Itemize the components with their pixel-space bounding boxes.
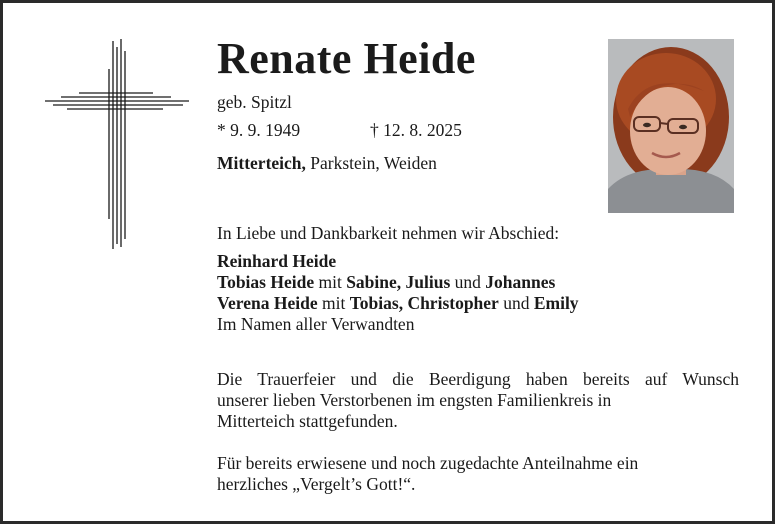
places-secondary: Parkstein, Weiden	[305, 153, 437, 173]
mourner-name: Verena Heide	[217, 293, 318, 313]
mourner-connector: mit	[317, 293, 350, 313]
maiden-name: geb. Spitzl	[217, 92, 292, 112]
mourner-line-1: Reinhard Heide	[217, 251, 337, 271]
mourner-connector: und	[498, 293, 534, 313]
mourner-connector: mit	[314, 272, 347, 292]
funeral-line-3: Mitterteich stattgefunden.	[217, 411, 398, 431]
thanks-line-2: herzliches „Vergelt’s Gott!“.	[217, 474, 416, 494]
mourner-line-2	[217, 271, 555, 293]
cross-icon	[43, 39, 193, 251]
mourner-connector: und	[450, 272, 486, 292]
funeral-line-2: unserer lieben Verstorbenen im engsten Familienkreis in	[217, 390, 612, 410]
thanks-line-1: Für bereits erwiesene und noch zugedachte Anteilnahme ein	[217, 453, 639, 473]
farewell-text: In Liebe und Dankbarkeit nehmen wir Abschied:	[217, 223, 560, 243]
mourner-name: Johannes	[485, 272, 556, 292]
mourner-name: Emily	[533, 293, 579, 313]
mourner-name: Tobias, Christopher	[349, 293, 499, 313]
mourner-name: Sabine, Julius	[346, 272, 451, 292]
birth-date: * 9. 9. 1949	[217, 120, 301, 140]
mourner-name: Tobias Heide	[217, 272, 315, 292]
portrait-photo	[608, 39, 734, 213]
death-date: † 12. 8. 2025	[370, 120, 462, 140]
mourner-line-3	[217, 292, 579, 314]
place-primary: Mitterteich,	[217, 153, 306, 173]
deceased-name: Renate Heide	[217, 34, 476, 83]
funeral-line-1: Die Trauerfeier und die Beerdigung haben bereits auf Wunsch	[217, 369, 739, 389]
places	[217, 152, 437, 174]
mourner-line-4: Im Namen aller Verwandten	[217, 314, 415, 334]
